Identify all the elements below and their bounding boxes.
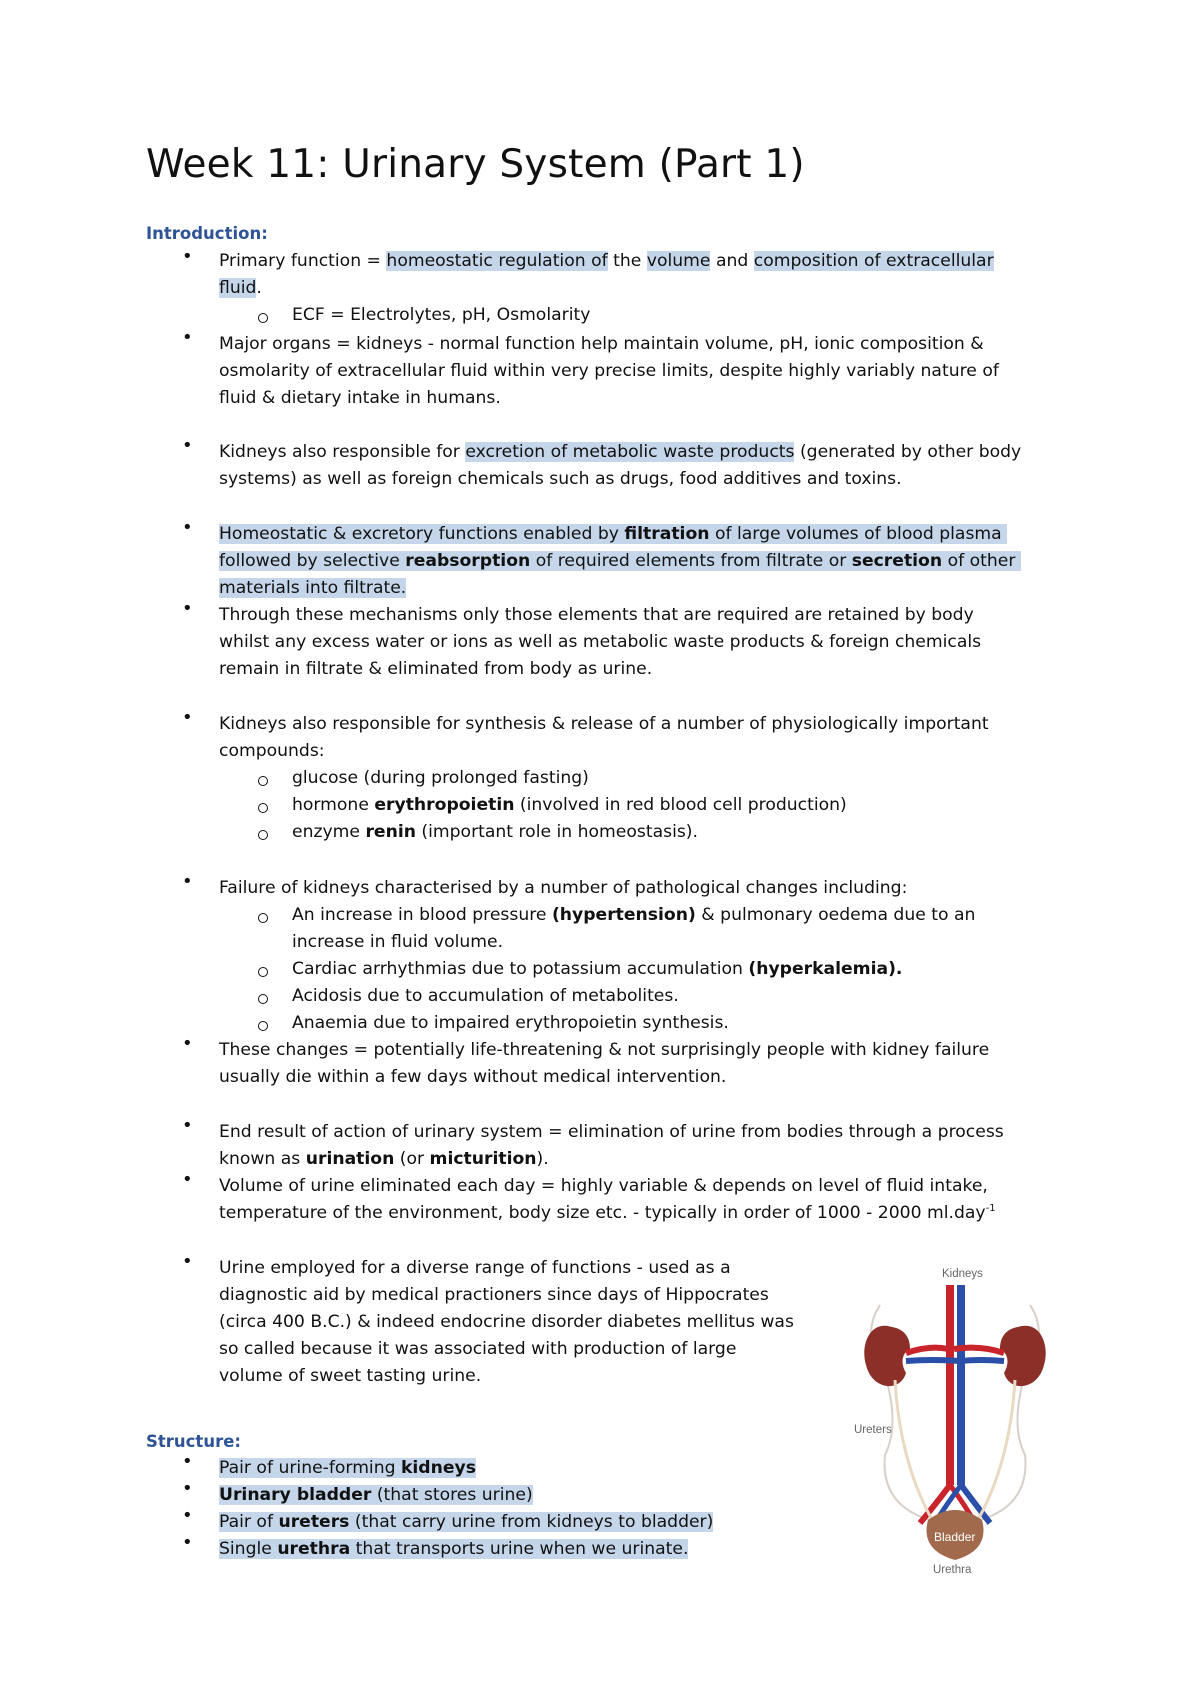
ureters-label: Ureters [854,1424,892,1436]
kidneys-label: Kidneys [942,1268,983,1280]
list-item-continuation: whilst any excess water or ions as well as metabolic waste products & foreign chemicals [219,632,982,652]
sub-list-item: Cardiac arrhythmias due to potassium accumulation (hyperkalemia). [292,959,903,979]
list-item: Through these mechanisms only those elements that are required are retained by body [219,605,974,625]
list-item: Failure of kidneys characterised by a number of pathological changes including: [219,878,908,898]
sub-bullet-icon [258,1021,268,1031]
bullet-icon: • [182,1033,193,1054]
right-kidney-shape [1000,1326,1046,1386]
sub-bullet-icon [258,830,268,840]
list-item-continuation: remain in filtrate & eliminated from body as urine. [219,659,653,679]
left-kidney-shape [864,1326,910,1386]
list-item-continuation: fluid & dietary intake in humans. [219,388,501,408]
list-item: Urine employed for a diverse range of functions - used as a [219,1258,731,1278]
list-item: Homeostatic & excretory functions enabled by filtration of large volumes of blood plasma [219,521,1007,548]
list-item-continuation: volume of sweet tasting urine. [219,1366,482,1386]
list-item-continuation: osmolarity of extracellular fluid within very precise limits, despite highly variably nature of [219,361,999,381]
sub-bullet-icon [258,776,268,786]
sub-list-item: hormone erythropoietin (involved in red blood cell production) [292,795,847,815]
list-item-continuation: so called because it was associated with production of large [219,1339,737,1359]
urinary-system-illustration [840,1265,1070,1565]
bullet-icon: • [182,1251,193,1272]
sub-bullet-icon [258,913,268,923]
bullet-icon: • [182,327,193,348]
list-item: Pair of ureters (that carry urine from kidneys to bladder) [219,1512,714,1532]
bullet-icon: • [182,707,193,728]
list-item-continuation: temperature of the environment, body size etc. - typically in order of 1000 - 2000 ml.day$^{-1}$ [219,1203,996,1223]
list-item: These changes = potentially life-threatening & not surprisingly people with kidney failure [219,1040,990,1060]
bullet-icon: • [182,246,193,267]
bullet-icon: • [182,1169,193,1190]
sub-list-item: enzyme renin (important role in homeostasis). [292,822,698,842]
list-item-continuation: (circa 400 B.C.) & indeed endocrine disorder diabetes mellitus was [219,1312,794,1332]
list-item-continuation: known as urination (or micturition). [219,1149,549,1169]
sub-list-item: Anaemia due to impaired erythropoietin synthesis. [292,1013,729,1033]
sub-list-item: glucose (during prolonged fasting) [292,768,589,788]
list-item-continuation: diagnostic aid by medical practioners since days of Hippocrates [219,1285,769,1305]
sub-list-item: Acidosis due to accumulation of metabolites. [292,986,679,1006]
sub-list-item: An increase in blood pressure (hypertension) & pulmonary oedema due to an [292,905,976,925]
bladder-label: Bladder [934,1530,976,1544]
sub-bullet-icon [258,967,268,977]
list-item-continuation: compounds: [219,741,325,761]
list-item: Urinary bladder (that stores urine) [219,1485,533,1505]
bullet-icon: • [182,1505,193,1526]
bullet-icon: • [182,871,193,892]
introduction-heading: Introduction: [146,224,268,243]
list-item-continuation: followed by selective reabsorption of required elements from filtrate or secretion of other [219,548,1021,575]
list-item: Single urethra that transports urine when we urinate. [219,1539,689,1559]
list-item: Kidneys also responsible for excretion of metabolic waste products (generated by other body [219,442,1022,462]
sub-list-item: ECF = Electrolytes, pH, Osmolarity [292,305,591,325]
bullet-icon: • [182,517,193,538]
bullet-icon: • [182,1115,193,1136]
bullet-icon: • [182,1451,193,1472]
list-item: Kidneys also responsible for synthesis & release of a number of physiologically important [219,714,989,734]
page-title: Week 11: Urinary System (Part 1) [146,142,805,187]
list-item-continuation: fluid. [219,278,262,298]
list-item: End result of action of urinary system = elimination of urine from bodies through a process [219,1122,1004,1142]
sub-bullet-icon [258,313,268,323]
bullet-icon: • [182,598,193,619]
list-item-continuation: systems) as well as foreign chemicals such as drugs, food additives and toxins. [219,469,902,489]
sub-list-item-continuation: increase in fluid volume. [292,932,504,952]
sub-bullet-icon [258,803,268,813]
list-item: Volume of urine eliminated each day = highly variable & depends on level of fluid intake, [219,1176,988,1196]
bullet-icon: • [182,1478,193,1499]
list-item-continuation: usually die within a few days without medical intervention. [219,1067,727,1087]
bullet-icon: • [182,1532,193,1553]
sub-bullet-icon [258,994,268,1004]
list-item: Pair of urine-forming kidneys [219,1458,476,1478]
list-item: Major organs = kidneys - normal function help maintain volume, pH, ionic composition & [219,334,984,354]
urethra-label: Urethra [933,1564,972,1576]
list-item: Primary function = homeostatic regulation of the volume and composition of extracellular [219,251,994,271]
list-item-continuation: materials into filtrate. [219,578,407,598]
bullet-icon: • [182,435,193,456]
structure-heading: Structure: [146,1432,241,1451]
